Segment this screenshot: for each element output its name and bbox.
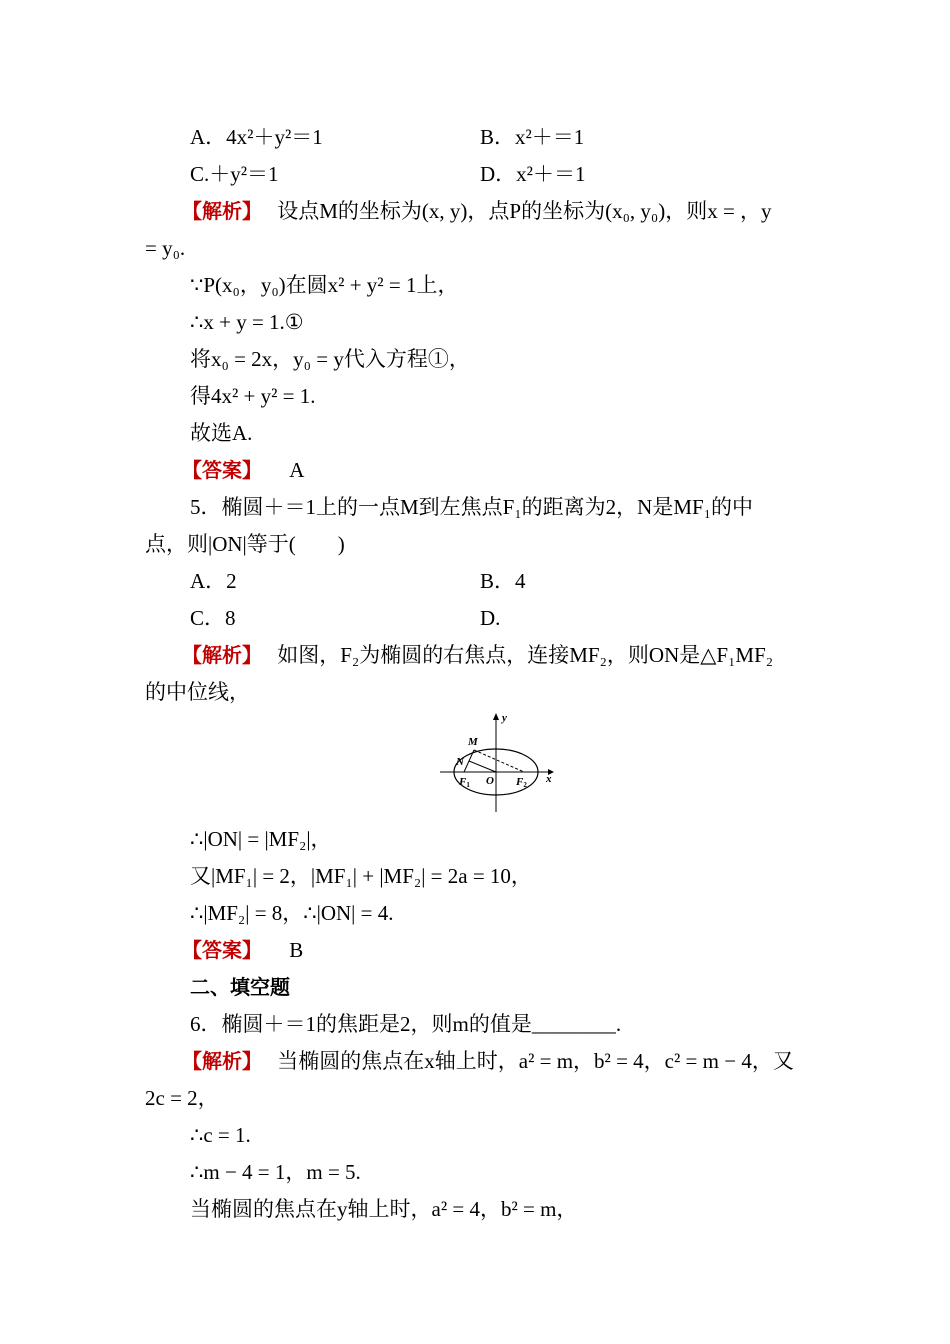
- q5-analysis-tag: 【解析】: [182, 643, 262, 667]
- label-y: y: [502, 712, 507, 724]
- q5-option-b: B．4: [480, 569, 526, 593]
- label-n: N: [456, 756, 464, 768]
- q5-step-2: 又|MF₁| = 2，|MF₁| + |MF₂| = 2a = 10，: [190, 864, 532, 888]
- q5-analysis-line-2: 的中位线，: [145, 680, 250, 704]
- q4-analysis-line-1: [182, 196, 772, 226]
- q6-analysis-line-2: 2c = 2，: [145, 1086, 219, 1110]
- y-axis-arrow: [493, 713, 499, 720]
- q6-step-2: ∴m − 4 = 1，m = 5.: [190, 1160, 361, 1184]
- q6-stem: 6．椭圆＋＝1的焦距是2，则m的值是________.: [190, 1012, 622, 1036]
- q5-stem-line-1: 5．椭圆＋＝1上的一点M到左焦点F₁的距离为2，N是MF₁的中: [190, 495, 754, 519]
- q4-step-1: ∵P(x₀，y₀)在圆x² + y² = 1上，: [190, 273, 459, 297]
- q5-stem-line-2: 点，则|ON|等于( ): [145, 532, 345, 556]
- q5-step-1: ∴|ON| = |MF₂|，: [190, 827, 332, 851]
- label-m: M: [468, 736, 478, 748]
- q4-answer-line: [182, 455, 304, 485]
- label-f2: F2: [516, 776, 527, 789]
- q4-option-b: B．x²＋＝1: [480, 125, 585, 149]
- label-o: O: [486, 775, 494, 787]
- q6-analysis-line-1: [182, 1046, 794, 1076]
- q4-option-a: A．4x²＋y²＝1: [190, 125, 323, 149]
- q4-step-4: 得4x² + y² = 1.: [190, 384, 316, 408]
- q4-step-2: ∴x + y = 1.①: [190, 310, 304, 334]
- q5-option-a: A．2: [190, 569, 237, 593]
- q4-answer-tag: 【答案】: [182, 458, 262, 482]
- q4-analysis-tag: 【解析】: [182, 199, 262, 223]
- label-x: x: [546, 773, 552, 785]
- q5-analysis-line-1: [182, 640, 773, 670]
- q4-step-3: 将x₀ = 2x，y₀ = y代入方程①，: [190, 347, 470, 371]
- section-heading: 二、填空题: [190, 975, 290, 999]
- segment-mf2-dashed: [474, 750, 524, 772]
- q6-analysis-tag: 【解析】: [182, 1049, 262, 1073]
- ellipse-figure: [436, 708, 560, 816]
- q5-answer: B: [289, 938, 304, 962]
- q4-step-5: 故选A.: [190, 421, 253, 445]
- q5-answer-line: [182, 935, 303, 965]
- q6-step-1: ∴c = 1.: [190, 1123, 251, 1147]
- q5-option-d: D.: [480, 606, 501, 630]
- q5-step-3: ∴|MF₂| = 8，∴|ON| = 4.: [190, 901, 394, 925]
- q5-option-c: C．8: [190, 606, 236, 630]
- q4-analysis-line-2: = y₀.: [145, 236, 186, 260]
- segment-on: [469, 761, 496, 772]
- q5-analysis-text-1: 如图，F₂为椭圆的右焦点，连接MF₂，则ON是△F₁MF₂: [277, 643, 774, 667]
- q4-option-d: D．x²＋＝1: [480, 162, 586, 186]
- q6-step-3: 当椭圆的焦点在y轴上时，a² = 4，b² = m，: [190, 1197, 578, 1221]
- q4-option-c: C.＋y²＝1: [190, 162, 279, 186]
- q4-analysis-text-1: 设点M的坐标为(x, y)，点P的坐标为(x₀, y₀)，则x = ，y: [277, 199, 772, 223]
- q4-answer: A: [289, 458, 305, 482]
- label-f1: F1: [459, 776, 470, 789]
- q6-analysis-text-1: 当椭圆的焦点在x轴上时，a² = m，b² = 4，c² = m − 4，又: [277, 1049, 794, 1073]
- q5-answer-tag: 【答案】: [182, 938, 262, 962]
